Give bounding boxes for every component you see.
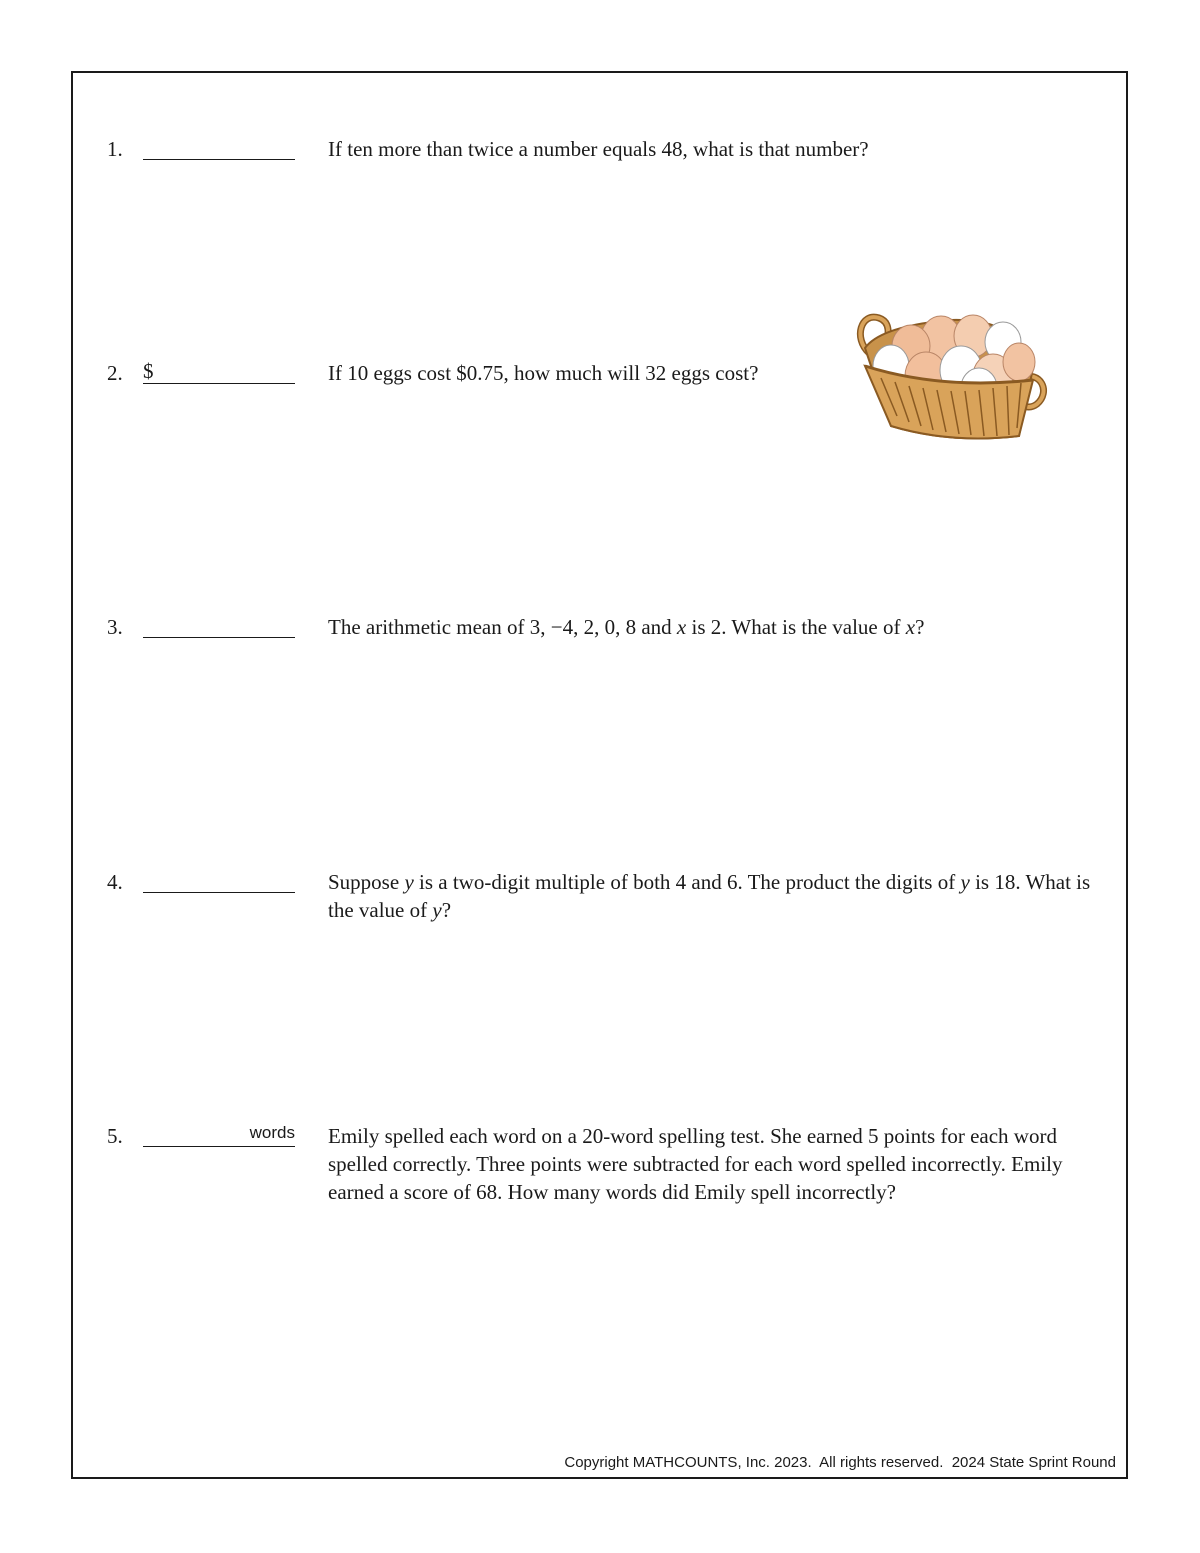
question-text-part: The arithmetic mean of 3, −4, 2, 0, 8 and [328,615,677,639]
question-text-part: is 2. What is the value of [686,615,906,639]
question-text: If 10 eggs cost $0.75, how much will 32 eggs cost? [328,361,759,385]
variable-y: y [960,870,970,894]
question-text: Emily spelled each word on a 20-word spelling test. She earned 5 points for each word spelled correctly. Three points were subtracted for each word spelled incorrectly. Emily earned a score of 68. How many words did Emily spell incorrectly? [328,1124,1063,1204]
question-text-part: ? [441,898,452,922]
question-text-part: ? [915,615,925,639]
question-text [328,868,1098,924]
copyright-footer: Copyright MATHCOUNTS, Inc. 2023. All rights reserved. 2024 State Sprint Round [564,1454,1116,1471]
question-text [328,613,1098,641]
question-text-part: is a two-digit multiple of both 4 and 6. The product the digits of [413,870,961,894]
question-text-part: is 18. What is the value of [328,870,1091,922]
question-text-part: Suppose [328,870,405,894]
answer-blank[interactable] [143,1122,295,1147]
variable-x: x [676,615,687,639]
answer-blank[interactable] [143,359,295,384]
answer-blank[interactable] [143,868,295,893]
egg-basket-icon [851,308,1051,443]
variable-y: y [432,898,442,922]
answer-unit: words [249,1123,295,1142]
page-frame [71,71,1128,1479]
answer-blank[interactable] [143,613,295,638]
answer-blank[interactable] [143,135,295,160]
problem-number: 2. [107,361,123,385]
problem-number: 4. [107,870,123,894]
problem-number: 3. [107,615,123,639]
problem-number: 5. [107,1124,123,1148]
answer-prefix: $ [143,359,154,383]
variable-x: x [905,615,916,639]
question-text: If ten more than twice a number equals 48, what is that number? [328,137,869,161]
variable-y: y [404,870,414,894]
problem-number: 1. [107,137,123,161]
